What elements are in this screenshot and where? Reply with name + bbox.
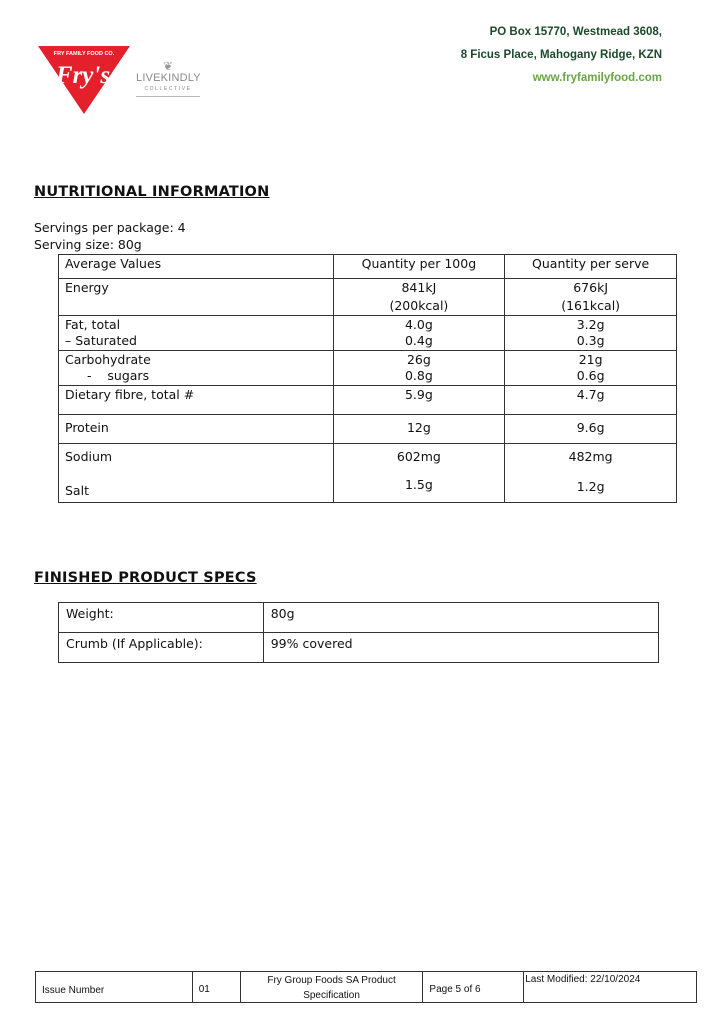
- nutrition-title: NUTRITIONAL INFORMATION: [34, 184, 270, 200]
- serving-size: Serving size: 80g: [34, 237, 142, 252]
- livekindly-name: LIVEKINDLY: [136, 72, 201, 84]
- cell-value: 0.4g: [404, 333, 433, 348]
- frys-logo: [36, 44, 132, 116]
- table-row: [59, 316, 677, 351]
- issue-value: 01: [192, 972, 240, 1003]
- row-label: Fat, total: [65, 317, 121, 332]
- address-line-1: PO Box 15770, Westmead 3608,: [489, 26, 662, 38]
- row-sublabel: Salt: [65, 483, 89, 498]
- website-link[interactable]: www.fryfamilyfood.com: [532, 72, 662, 84]
- leaf-icon: ❦: [162, 59, 174, 73]
- row-sublabel: – Saturated: [65, 333, 137, 348]
- table-row: [59, 351, 677, 386]
- table-row: [59, 386, 677, 415]
- row-label: Protein: [65, 420, 109, 435]
- cell-value: 602mg: [396, 449, 441, 464]
- last-modified: Last Modified: 22/10/2024: [524, 972, 697, 1003]
- cell-value: (161kcal): [561, 298, 621, 313]
- cell-value: 841kJ: [401, 280, 437, 295]
- footer-row: [36, 972, 697, 1003]
- livekindly-sub: COLLECTIVE: [144, 86, 192, 92]
- spec-value: 80g: [263, 603, 658, 633]
- spec-label: Weight:: [59, 603, 264, 633]
- cell-value: 26g: [406, 352, 431, 367]
- cell-value: (200kcal): [389, 298, 449, 313]
- nutrition-table: [58, 254, 677, 503]
- cell-value: 5.9g: [333, 386, 505, 415]
- address-line-2: 8 Ficus Place, Mahogany Ridge, KZN: [460, 49, 662, 61]
- row-label: Energy: [65, 280, 109, 295]
- row-label: Carbohydrate: [65, 352, 151, 367]
- specs-title: FINISHED PRODUCT SPECS: [34, 570, 257, 586]
- cell-value: 3.2g: [576, 317, 605, 332]
- cell-value: 4.7g: [505, 386, 677, 415]
- table-header-row: [59, 255, 677, 279]
- cell-value: 21g: [578, 352, 603, 367]
- company-address: [461, 25, 662, 94]
- spec-value: 99% covered: [263, 633, 658, 663]
- cell-value: 676kJ: [573, 280, 609, 295]
- table-row: [59, 279, 677, 316]
- spec-label: Crumb (If Applicable):: [59, 633, 264, 663]
- cell-value: 0.8g: [404, 368, 433, 383]
- cell-value: 9.6g: [576, 420, 605, 435]
- logo-tagline: FRY FAMILY FOOD CO.: [53, 51, 115, 57]
- row-label: Dietary fibre, total #: [59, 386, 334, 415]
- header-per-serve: Quantity per serve: [505, 255, 677, 279]
- footer-table: [35, 971, 697, 1003]
- logo-divider: [136, 96, 200, 97]
- servings-per-package: Servings per package: 4: [34, 220, 186, 235]
- cell-value: 0.6g: [576, 368, 605, 383]
- row-sublabel: - sugars: [87, 368, 150, 383]
- cell-value: 1.2g: [576, 479, 605, 494]
- table-row: [59, 603, 659, 633]
- page-number: Page 5 of 6: [423, 972, 524, 1003]
- specs-table: [58, 602, 659, 663]
- doc-title-line-2: Specification: [303, 990, 360, 1001]
- row-label: Sodium: [65, 449, 113, 464]
- table-row: [59, 444, 677, 503]
- table-row: [59, 415, 677, 444]
- cell-value: 1.5g: [404, 477, 433, 492]
- livekindly-logo: [136, 60, 200, 110]
- cell-value: 12g: [406, 420, 431, 435]
- table-row: [59, 633, 659, 663]
- cell-value: 4.0g: [404, 317, 433, 332]
- cell-value: 482mg: [568, 449, 613, 464]
- doc-title-line-1: Fry Group Foods SA Product: [267, 975, 396, 986]
- logo-wordmark: Fry's: [55, 62, 111, 89]
- header-per-100g: Quantity per 100g: [333, 255, 505, 279]
- cell-value: 0.3g: [576, 333, 605, 348]
- header-average-values: Average Values: [59, 255, 334, 279]
- issue-label: Issue Number: [36, 972, 193, 1003]
